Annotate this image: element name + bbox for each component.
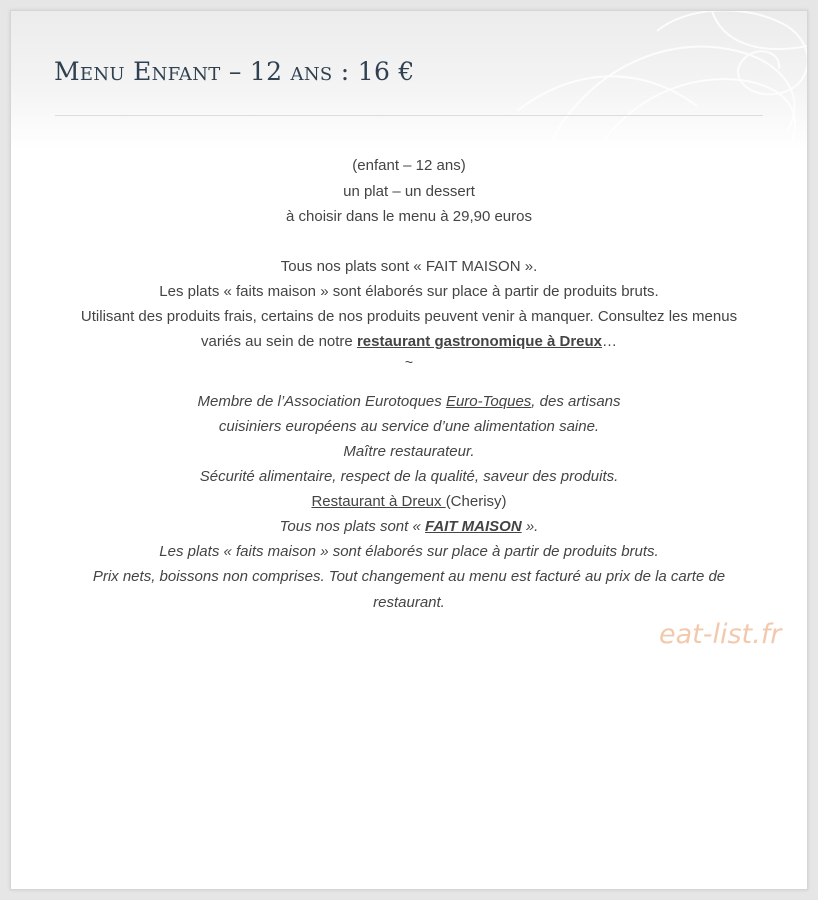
menu-content bbox=[11, 153, 807, 616]
tous2-before: Tous nos plats sont « bbox=[279, 517, 425, 535]
watermark: eat-list.fr bbox=[659, 619, 782, 650]
intro-block bbox=[11, 153, 807, 230]
fait-maison-block bbox=[11, 254, 807, 304]
restaurant-line bbox=[11, 489, 807, 514]
intro-choice: à choisir dans le menu à 29,90 euros bbox=[286, 208, 532, 225]
separator: ~ bbox=[404, 353, 414, 370]
intro-formula: un plat – un dessert bbox=[343, 182, 475, 200]
fait-maison-italic-line bbox=[11, 514, 807, 539]
menu-card bbox=[10, 10, 808, 890]
membre-line-2: cuisiniers européens au service d’une alimentation saine. bbox=[218, 417, 600, 435]
tous2-after: ». bbox=[521, 517, 539, 535]
restaurant-suffix: (Cherisy) bbox=[445, 492, 507, 510]
membre-line-3: Maître restaurateur. bbox=[343, 442, 475, 460]
restaurant-dreux-link[interactable]: Restaurant à Dreux bbox=[311, 492, 446, 510]
fait-maison-link[interactable]: FAIT MAISON bbox=[425, 517, 522, 535]
decorative-swirl bbox=[487, 11, 807, 151]
fait-maison-description: Les plats « faits maison » sont élaborés sur place à partir de produits bruts. bbox=[159, 282, 659, 300]
fait-maison-line: Tous nos plats sont « FAIT MAISON ». bbox=[280, 257, 538, 275]
fait-maison-italic-description: Les plats « faits maison » sont élaborés sur place à partir de produits bruts. bbox=[159, 542, 659, 560]
membre-text: Membre de l’Association Eurotoques bbox=[197, 392, 446, 410]
intro-age: (enfant – 12 ans) bbox=[352, 157, 466, 174]
membre-line-4: Sécurité alimentaire, respect de la qualité, saveur des produits. bbox=[199, 467, 619, 485]
utilisant-ellipsis: … bbox=[602, 332, 617, 350]
restaurant-gastronomique-link[interactable]: restaurant gastronomique à Dreux bbox=[356, 332, 602, 350]
page-title: Menu Enfant – 12 ans : 16 € bbox=[54, 57, 415, 86]
price-note: Prix nets, boissons non comprises. Tout changement au menu est facturé au prix de la carte de restaurant. bbox=[92, 567, 726, 611]
utilisant-text: Utilisant des produits frais, certains de nos produits peuvent venir à manquer. Consultez les menus variés au sein de notre bbox=[80, 307, 738, 350]
membre-text-after: , des artisans bbox=[531, 392, 621, 410]
utilisant-paragraph bbox=[11, 304, 807, 354]
membre-line-1 bbox=[11, 389, 807, 414]
euro-toques-link[interactable]: Euro-Toques bbox=[445, 392, 532, 410]
title-divider bbox=[55, 115, 763, 116]
membre-block bbox=[11, 389, 807, 489]
